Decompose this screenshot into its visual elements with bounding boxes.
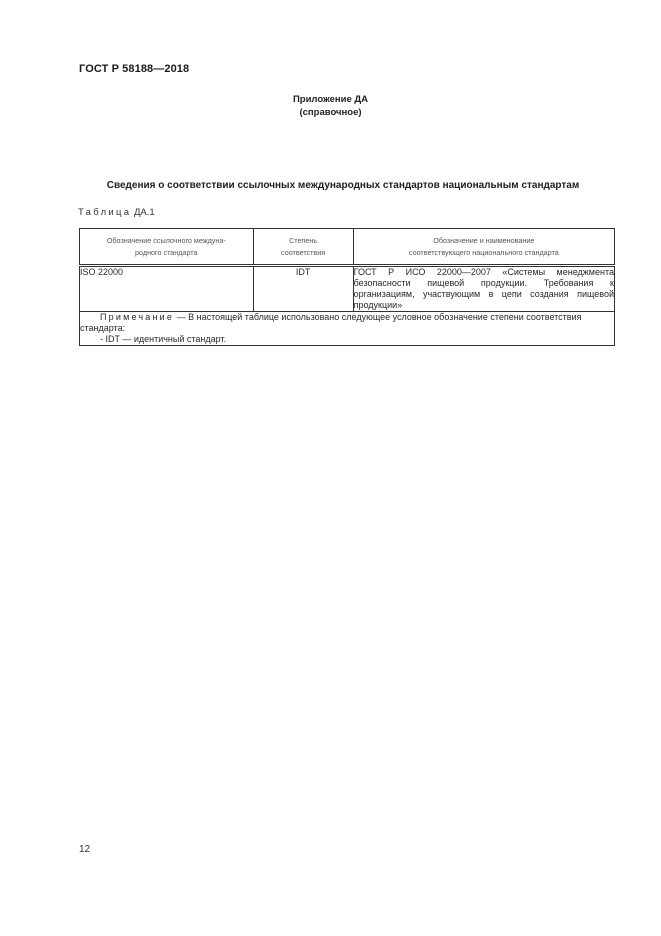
table-caption-number: ДА.1 xyxy=(134,207,155,218)
cell-degree: IDT xyxy=(253,266,353,312)
annex-subtitle: (справочное) xyxy=(299,107,362,118)
column-header-text: Обозначение и наименование xyxy=(433,235,535,245)
column-header-national-standard xyxy=(353,229,614,266)
column-header-text: соответствующего национального стандарта xyxy=(408,247,559,257)
cell-national-standard: ГОСТ Р ИСО 22000—2007 «Системы менеджмента безопасности пищевой продукции. Требования к организациям, участвующим в цепи создания пищевой продукции» xyxy=(353,267,614,310)
annex-title: Приложение ДА xyxy=(292,94,369,105)
note-item: - IDT — идентичный стандарт. xyxy=(100,334,227,344)
table-header-row xyxy=(80,229,615,266)
column-header-international-standard xyxy=(80,229,254,266)
cell-international-standard: ISO 22000 xyxy=(80,266,254,312)
section-title: Сведения о соответствии ссылочных международных стандартов национальным стандартам xyxy=(106,180,580,191)
column-header-text: Обозначение ссылочного междуна- xyxy=(106,235,226,245)
table-note xyxy=(80,312,615,346)
table-row xyxy=(80,266,615,312)
table-caption xyxy=(78,207,155,218)
column-header-text: родного стандарта xyxy=(135,247,198,257)
document-code: ГОСТ Р 58188—2018 xyxy=(79,63,190,75)
page-number: 12 xyxy=(79,844,91,855)
column-header-degree xyxy=(253,229,353,266)
column-header-text: Степень xyxy=(289,235,318,245)
table-caption-label: Таблица xyxy=(78,207,132,218)
table-note-row xyxy=(80,312,615,346)
note-label: Примечание xyxy=(100,312,175,322)
standards-correspondence-table xyxy=(79,228,615,346)
note-text: — В настоящей таблице использовано следующее условное обозначение степени соответствия стандарта: xyxy=(80,312,582,333)
column-header-text: соответствия xyxy=(281,247,326,257)
